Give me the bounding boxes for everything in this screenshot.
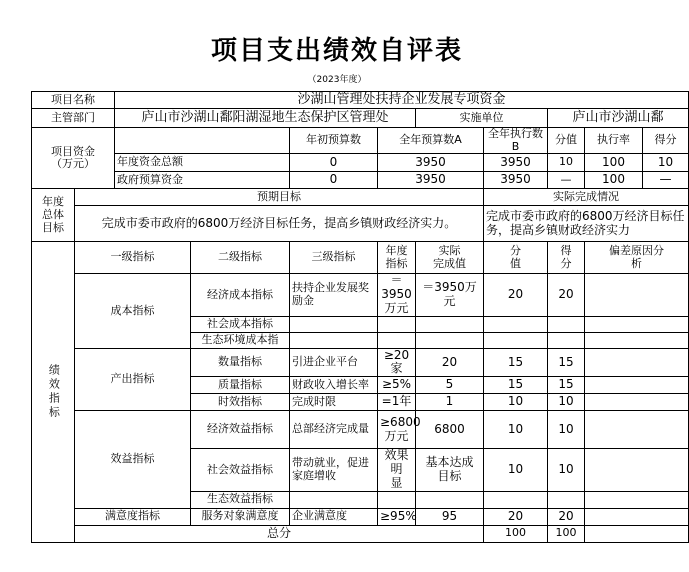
empty-cell [585,316,689,332]
output-quality-l2: 质量指标 [191,377,290,394]
satisfaction-actual: 95 [416,508,484,525]
empty-cell [585,394,689,411]
ind-header-got: 得 分 [548,242,585,274]
satisfaction-got: 20 [548,508,585,525]
empty-cell [290,316,378,332]
empty-cell [585,491,689,508]
output-time-got: 10 [548,394,585,411]
benefit-l1: 效益指标 [75,411,191,508]
empty-cell [585,525,689,542]
satisfaction-l3: 企业满意度 [290,508,378,525]
unit-label: 实施单位 [416,109,548,128]
ind-header-actual: 实际 完成值 [416,242,484,274]
empty-cell [548,332,585,348]
funds-header-rate: 执行率 [585,128,643,154]
benefit-economic-target: ≥6800 万元 [378,411,416,449]
benefit-economic-score: 10 [484,411,548,449]
unit-value: 庐山市沙湖山鄱 [548,109,689,128]
empty-cell [378,491,416,508]
output-l1: 产出指标 [75,348,191,411]
cost-economic-score: 20 [484,274,548,316]
goals-label: 年度 总体 目标 [32,189,75,242]
cost-eco-l2: 生态环境成本指 [191,332,290,348]
cost-l1: 成本指标 [75,274,191,348]
ind-header-score: 分 值 [484,242,548,274]
indicators-side-label: 绩效指标 [32,242,75,542]
goals-actual-header: 实际完成情况 [484,189,689,206]
ind-header-l1: 一级指标 [75,242,191,274]
empty-cell [484,491,548,508]
cost-economic-got: 20 [548,274,585,316]
empty-cell [484,332,548,348]
total-label: 总分 [75,525,484,542]
output-quality-score: 15 [484,377,548,394]
output-qty-l2: 数量指标 [191,348,290,377]
ind-header-l2: 二级指标 [191,242,290,274]
goals-actual-text: 完成市委市政府的6800万经济目标任务，提高乡镇财政经济实力 [484,206,689,242]
benefit-social-actual: 基本达成 目标 [416,449,484,491]
output-qty-target: ≥20家 [378,348,416,377]
funds-row-total-label: 年度资金总额 [115,154,290,172]
funds-header-initial: 年初预算数 [290,128,378,154]
dept-label: 主管部门 [32,109,115,128]
satisfaction-target: ≥95% [378,508,416,525]
funds-row-gov-got: — [643,172,689,189]
empty-cell [378,332,416,348]
benefit-social-l3: 带动就业，促进家庭增收 [290,449,378,491]
total-got: 100 [548,525,585,542]
empty-cell [585,449,689,491]
benefit-economic-got: 10 [548,411,585,449]
funds-header-executed: 全年执行数B [484,128,548,154]
cost-economic-l2: 经济成本指标 [191,274,290,316]
evaluation-table [31,91,689,543]
funds-row-gov-score: — [548,172,585,189]
output-quality-target: ≥5% [378,377,416,394]
ind-header-l3: 三级指标 [290,242,378,274]
cost-economic-reason [585,274,689,316]
project-name-value: 沙湖山管理处扶持企业发展专项资金 [115,92,689,109]
funds-row-gov-rate: 100 [585,172,643,189]
empty-cell [548,316,585,332]
funds-label: 项目资金 （万元） [32,128,115,189]
funds-row-total-got: 10 [643,154,689,172]
benefit-economic-l2: 经济效益指标 [191,411,290,449]
empty-cell [585,332,689,348]
benefit-social-l2: 社会效益指标 [191,449,290,491]
output-time-actual: 1 [416,394,484,411]
funds-row-total-initial: 0 [290,154,378,172]
funds-row-total-score: 10 [548,154,585,172]
funds-row-total-executed: 3950 [484,154,548,172]
funds-header-annual: 全年预算数A [378,128,484,154]
empty-cell [585,377,689,394]
empty-cell [548,491,585,508]
satisfaction-l1: 满意度指标 [75,508,191,525]
empty-cell [585,508,689,525]
output-time-l3: 完成时限 [290,394,378,411]
funds-row-gov-initial: 0 [290,172,378,189]
ind-header-target: 年度 指标 [378,242,416,274]
output-qty-actual: 20 [416,348,484,377]
cost-economic-actual: ＝3950万 元 [416,274,484,316]
funds-header-blank [115,128,290,154]
output-time-target: =1年 [378,394,416,411]
empty-cell [290,491,378,508]
benefit-economic-l3: 总部经济完成量 [290,411,378,449]
benefit-social-got: 10 [548,449,585,491]
goals-planned-header: 预期目标 [75,189,484,206]
satisfaction-score: 20 [484,508,548,525]
funds-row-total-annual: 3950 [378,154,484,172]
output-quality-actual: 5 [416,377,484,394]
funds-header-score: 分值 [548,128,585,154]
empty-cell [416,491,484,508]
benefit-social-target: 效果明 显 [378,449,416,491]
funds-row-gov-executed: 3950 [484,172,548,189]
ind-header-reason: 偏差原因分 析 [585,242,689,274]
benefit-economic-actual: 6800 [416,411,484,449]
page-title: 项目支出绩效自评表 [210,36,463,66]
empty-cell [416,332,484,348]
funds-row-total-rate: 100 [585,154,643,172]
output-quality-l3: 财政收入增长率 [290,377,378,394]
cost-economic-target: ＝3950 万元 [378,274,416,316]
empty-cell [585,348,689,377]
total-score: 100 [484,525,548,542]
benefit-social-score: 10 [484,449,548,491]
output-time-score: 10 [484,394,548,411]
goals-planned-text: 完成市委市政府的6800万经济目标任务，提高乡镇财政经济实力。 [75,206,484,242]
empty-cell [290,332,378,348]
funds-header-got: 得分 [643,128,689,154]
cost-economic-l3: 扶持企业发展奖励金 [290,274,378,316]
satisfaction-l2: 服务对象满意度 [191,508,290,525]
output-qty-got: 15 [548,348,585,377]
benefit-eco-l2: 生态效益指标 [191,491,290,508]
output-quality-got: 15 [548,377,585,394]
output-time-l2: 时效指标 [191,394,290,411]
page-subtitle: （2023年度） [307,75,367,85]
empty-cell [378,316,416,332]
empty-cell [585,411,689,449]
project-name-label: 项目名称 [32,92,115,109]
cost-social-l2: 社会成本指标 [191,316,290,332]
output-qty-l3: 引进企业平台 [290,348,378,377]
funds-row-gov-label: 政府预算资金 [115,172,290,189]
empty-cell [416,316,484,332]
empty-cell [484,316,548,332]
funds-row-gov-annual: 3950 [378,172,484,189]
dept-value: 庐山市沙湖山鄱阳湖湿地生态保护区管理处 [115,109,416,128]
output-qty-score: 15 [484,348,548,377]
